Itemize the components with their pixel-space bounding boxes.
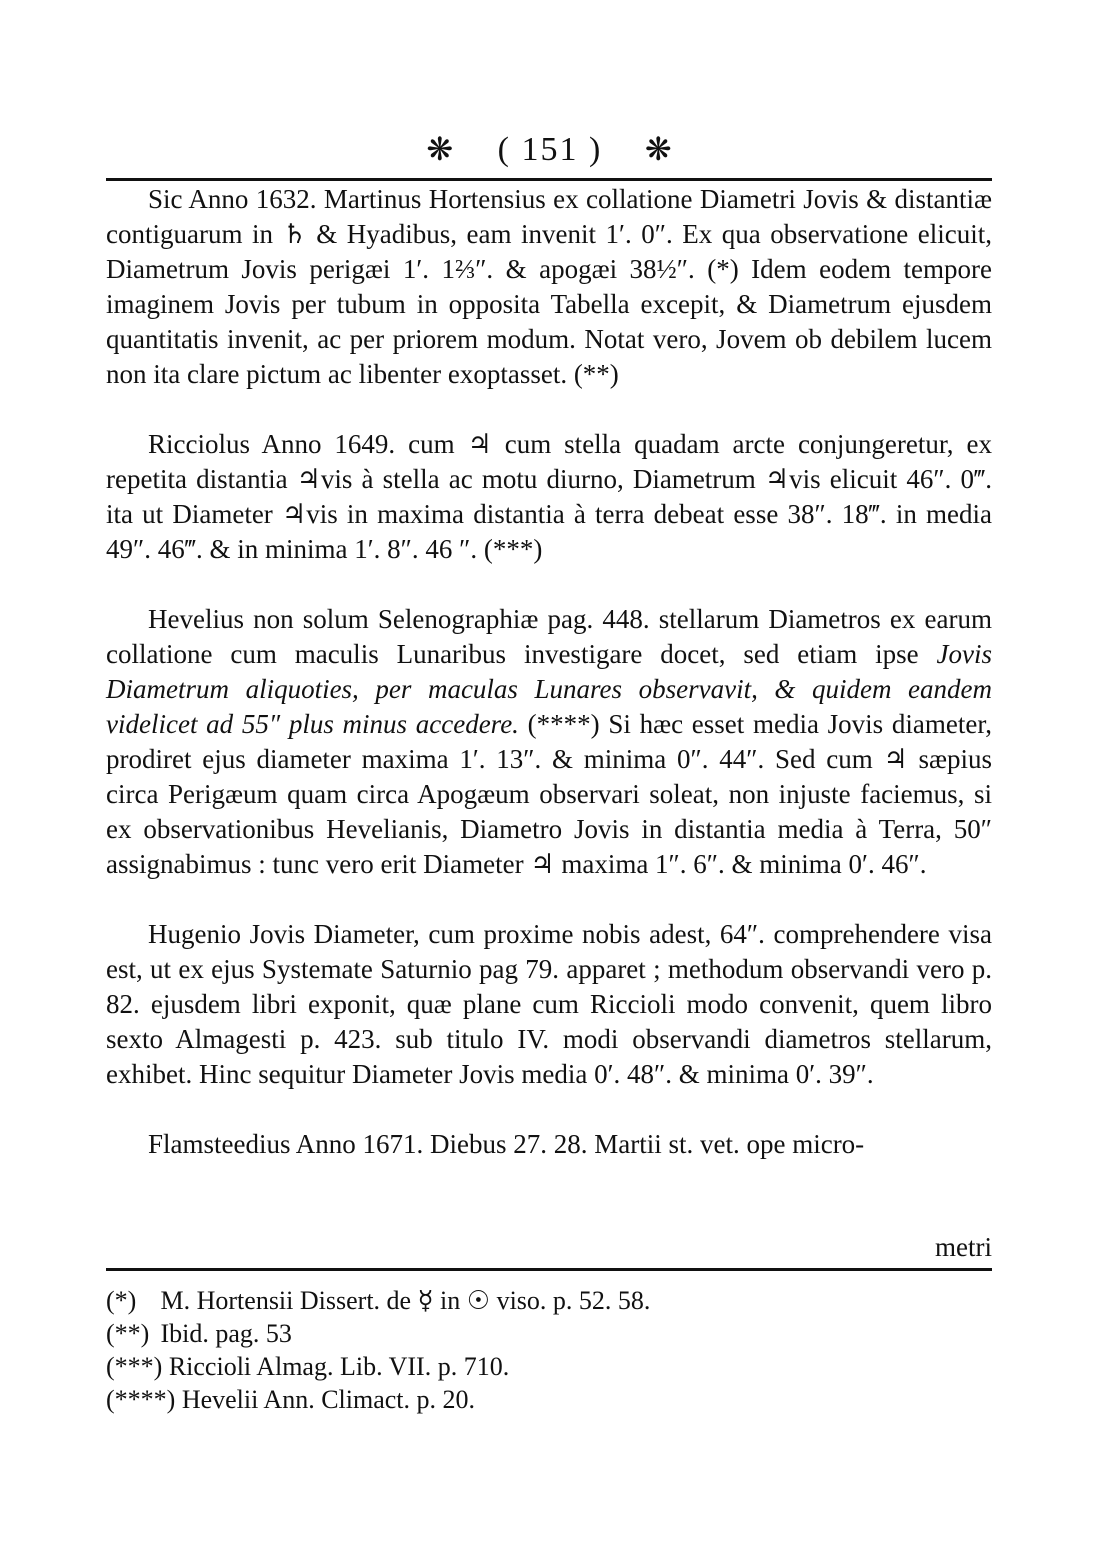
fleuron-left-icon: ❋ xyxy=(426,131,456,167)
footnote-4 xyxy=(106,1383,992,1416)
footnote-1 xyxy=(106,1284,992,1317)
paragraph-hevelius-italic: Jovis Diametrum aliquoties, per maculas Lunares observavit, & quidem eandem videlicet ad 55″ plus minus accedere. xyxy=(106,639,992,739)
footnote-2 xyxy=(106,1317,992,1350)
paragraph-ricciolus: Ricciolus Anno 1649. cum ♃ cum stella quadam arcte conjungeretur, ex repetita distantia ♃vis à stella ac motu diurno, Diametrum ♃vis elicuit 46″. 0‴. ita ut Diameter ♃vis in maxima distantia à terra debeat esse 38″. 18‴. in media 49″. 46‴. & in minima 1′. 8″. 46 ″. (***) xyxy=(106,429,992,564)
footnotes xyxy=(106,1284,992,1416)
footnote-mark: (*) xyxy=(106,1286,137,1315)
paragraph-flamsteedius: Flamsteedius Anno 1671. Diebus 27. 28. Martii st. vet. ope micro- xyxy=(148,1129,865,1159)
fleuron-right-icon: ❋ xyxy=(644,131,674,167)
footnote-text: Hevelii Ann. Climact. p. 20. xyxy=(181,1385,476,1414)
main-text xyxy=(106,182,992,1162)
footnote-3 xyxy=(106,1350,992,1383)
paragraph-hugenio: Hugenio Jovis Diameter, cum proxime nobis adest, 64″. comprehendere visa est, ut ex ejus Systemate Saturnio pag 79. apparet ; methodum observandi vero p. 82. ejusdem libri exponit, quæ plane cum Riccioli modo convenit, quem libro sexto Almagesti p. 423. sub titulo IV. modi observandi diametros stellarum, exhibet. Hinc sequitur Diameter Jovis media 0′. 48″. & minima 0′. 39″. xyxy=(106,919,992,1089)
paragraph-hevelius xyxy=(106,602,992,882)
footnote-text: Ibid. pag. 53 xyxy=(160,1319,292,1348)
catchword: metri xyxy=(935,1232,992,1262)
footnote-rule xyxy=(106,1268,992,1271)
footnote-mark: (****) xyxy=(106,1385,176,1414)
footnote-text: Riccioli Almag. Lib. VII. p. 710. xyxy=(168,1352,510,1381)
header-rule xyxy=(106,178,992,181)
page-header xyxy=(0,130,1100,169)
paragraph-hortensius: Sic Anno 1632. Martinus Hortensius ex collatione Diametri Jovis & distantiæ contiguarum in ♄ & Hyadibus, eam invenit 1′. 0″. Ex qua observatione elicuit, Diametrum Jovis perigæi 1′. 1⅔″. & apogæi 38½″. (*) Idem eodem tempore imaginem Jovis per tubum in opposita Tabella excepit, & Diametrum ejusdem quantitatis invenit, ac per priorem modum. Notat vero, Jovem ob debilem lucem non ita clare pictum ac libenter exoptasset. (**) xyxy=(106,184,992,389)
paragraph-hevelius-part-1: Hevelius non solum Selenographiæ pag. 448. stellarum Diametros ex earum collatione cum maculis Lunaribus investigare docet, sed etiam ipse xyxy=(106,604,992,669)
page-number: ( 151 ) xyxy=(497,131,603,168)
footnote-mark: (**) xyxy=(106,1319,150,1348)
footnote-text: M. Hortensii Dissert. de ☿ in ☉ viso. p. 52. 58. xyxy=(160,1286,651,1315)
footnote-mark: (***) xyxy=(106,1352,163,1381)
paragraph-hevelius-part-2: (****) Si hæc esset media Jovis diameter, prodiret ejus diameter maxima 1′. 13″. & minima 0″. 44″. Sed cum ♃ sæpius circa Perigæum quam circa Apogæum observari soleat, non injuste faciemus, si ex observationibus Hevelianis, Diametro Jovis in distantia media à Terra, 50″ assignabimus : tunc vero erit Diameter ♃ maxima 1″. 6″. & minima 0′. 46″. xyxy=(106,709,992,879)
